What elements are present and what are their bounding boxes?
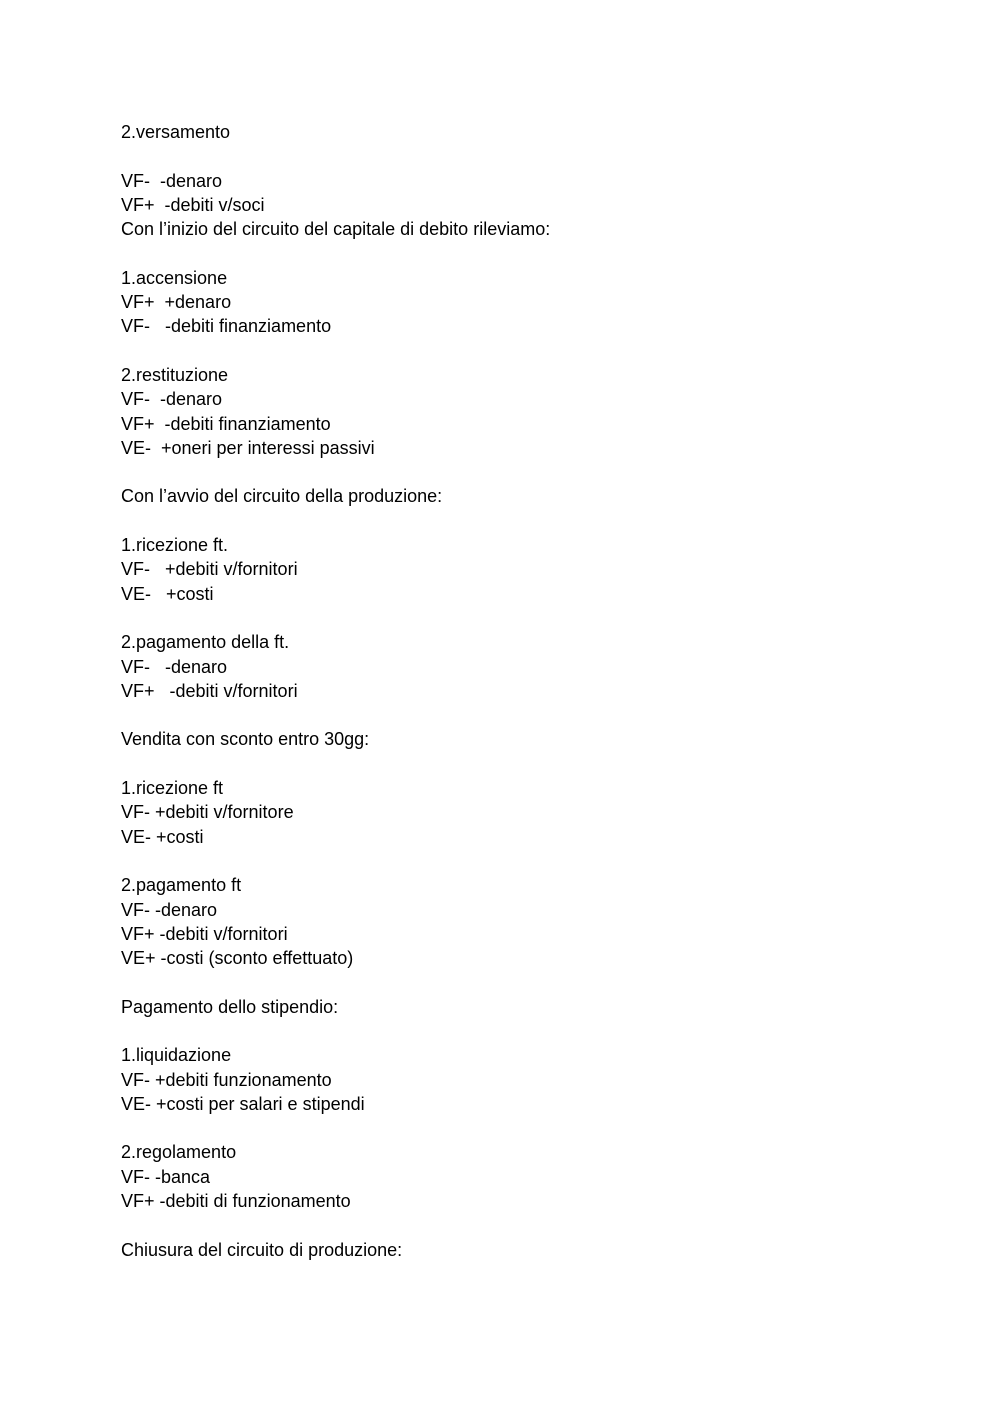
blank-line — [121, 703, 941, 727]
text-line: VF+ -debiti finanziamento — [121, 413, 331, 434]
step-title: 2.restituzione — [121, 364, 229, 385]
text-line: VF+ -debiti v/soci — [121, 194, 265, 215]
blank-line — [121, 509, 941, 533]
text-line: VF- +debiti funzionamento — [121, 1069, 332, 1090]
text-line: VE+ -costi (sconto effettuato) — [121, 948, 354, 969]
step-title: 1.ricezione ft — [121, 778, 224, 799]
blank-line — [121, 241, 941, 265]
text-line: VF+ -debiti v/fornitori — [121, 680, 298, 701]
step-title: 1.liquidazione — [121, 1045, 232, 1066]
section-heading: Con l’inizio del circuito del capitale di debito rileviamo: — [121, 219, 551, 240]
blank-line — [121, 1019, 941, 1043]
text-line: VF- -debiti finanziamento — [121, 316, 332, 337]
section-heading: Pagamento dello stipendio: — [121, 996, 339, 1017]
blank-line — [121, 1213, 941, 1237]
step-title: 2.pagamento ft — [121, 875, 242, 896]
section-heading: Chiusura del circuito di produzione: — [121, 1239, 403, 1260]
text-line: VF+ -debiti di funzionamento — [121, 1191, 351, 1212]
step-title: 2.pagamento della ft. — [121, 632, 290, 653]
text-line: VF- -denaro — [121, 389, 223, 410]
text-line: 2.versamento — [121, 122, 231, 142]
text-line: VF- -banca — [121, 1166, 211, 1187]
text-line: VF- +debiti v/fornitore — [121, 802, 294, 823]
text-line: VF- -denaro — [121, 899, 218, 920]
text-line: VF+ -debiti v/fornitori — [121, 923, 288, 944]
blank-line — [121, 606, 941, 630]
section-heading: Con l’avvio del circuito della produzione: — [121, 486, 443, 507]
blank-line — [121, 849, 941, 873]
blank-line — [121, 460, 941, 484]
text-line: VE- +costi — [121, 826, 204, 847]
text-line: VF- +debiti v/fornitori — [121, 559, 298, 580]
text-line: VE- +oneri per interessi passivi — [121, 437, 375, 458]
text-line: VF+ +denaro — [121, 292, 232, 313]
blank-line — [121, 339, 941, 363]
text-line: VE- +costi — [121, 583, 214, 604]
step-title: 1.ricezione ft. — [121, 535, 229, 556]
step-title: 1.accensione — [121, 267, 228, 288]
blank-line — [121, 752, 941, 776]
text-line: VF- -denaro — [121, 170, 223, 191]
document-page — [121, 120, 941, 1262]
blank-line — [121, 1116, 941, 1140]
blank-line — [121, 970, 941, 994]
step-title: 2.regolamento — [121, 1142, 237, 1163]
blank-line — [121, 144, 941, 168]
section-heading: Vendita con sconto entro 30gg: — [121, 729, 370, 750]
text-line: VF- -denaro — [121, 656, 228, 677]
text-line: VE- +costi per salari e stipendi — [121, 1093, 365, 1114]
